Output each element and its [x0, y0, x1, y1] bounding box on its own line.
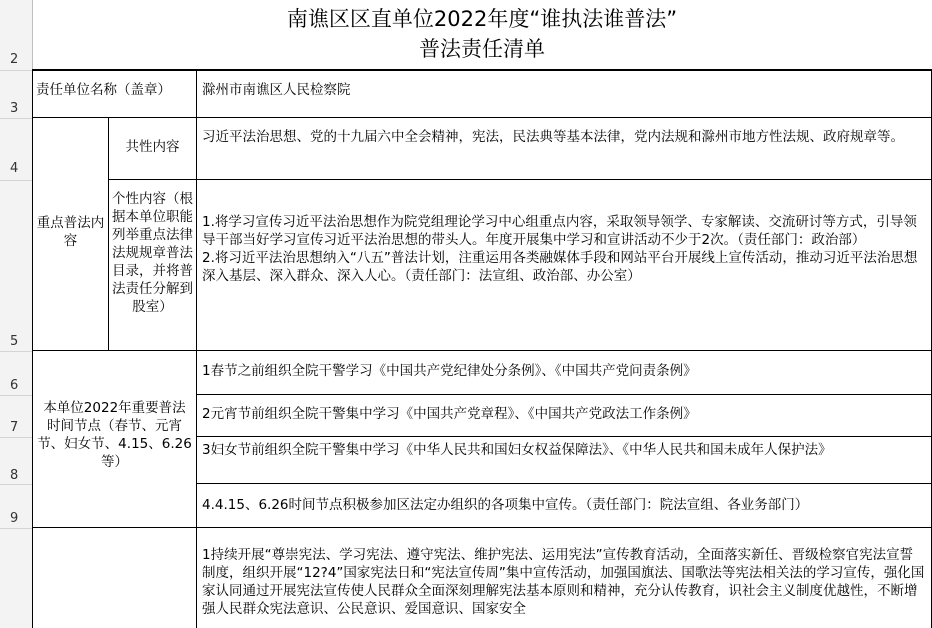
row-separator: [0, 395, 32, 396]
personal-text-cell[interactable]: [197, 180, 932, 351]
timeline-item: 4.4.15、6.26时间节点积极参加区法定办组织的各项集中宣传。（责任部门：院法宣组、各业务部门）: [202, 497, 809, 513]
unit-label-cell[interactable]: [32, 70, 197, 118]
row-number[interactable]: 9: [10, 511, 19, 526]
unit-label: 责任单位名称（盖章）: [36, 82, 171, 98]
row-separator: [0, 118, 32, 119]
personal-label-cell[interactable]: [109, 180, 197, 351]
row-number[interactable]: 7: [10, 420, 19, 435]
timeline-item-cell[interactable]: [197, 395, 932, 437]
bottom-text: 1持续开展“尊崇宪法、学习宪法、遵守宪法、维护宪法、运用宪法”宣传教育活动，全面落实新任、晋级检察官宪法宣誓制度，组织开展“12?4”国家宪法日和“宪法宣传周”集中宣传活动，加强国旗法、国歌法等宪法相关法的学习宣传，强化国家认同通过开展宪法宣传使人民群众全面深刻理解宪法基本原则和精神，充分认传教育，识社会主义制度优越性，不断增强人民群众宪法意识、公民意识、爱国意识、国家安全: [202, 547, 925, 617]
common-text: 习近平法治思想、党的十九届六中全会精神，宪法，民法典等基本法律，党内法规和滁州市地方性法规、政府规章等。: [202, 129, 904, 145]
row-number[interactable]: 4: [10, 161, 19, 176]
timeline-item: 1春节之前组织全院干警学习《中国共产党纪律处分条例》、《中国共产党问责条例》: [202, 363, 697, 379]
bottom-label-cell[interactable]: [32, 528, 197, 628]
row-separator: [0, 528, 32, 529]
timeline-item-cell[interactable]: [197, 484, 932, 528]
row-number[interactable]: 6: [10, 378, 19, 393]
row-separator: [0, 180, 32, 181]
row-separator: [0, 351, 32, 352]
personal-item: 2.将习近平法治思想纳入“八五”普法计划，注重运用各类融媒体手段和网站平台开展线上宣传活动，推动习近平法治思想深入基层、深入群众、深入人心。（责任部门：法宣组、政治部、办公室）: [202, 250, 918, 284]
personal-item: 1.将学习宣传习近平法治思想作为院党组理论学习中心组重点内容，采取领导领学、专家解读、交流研讨等方式，引导领导干部当好学习宣传习近平法治思想的带头人。年度开展集中学习和宣讲活动不少于2次。（责任部门：政治部）: [202, 214, 917, 248]
sheet-title[interactable]: [32, 0, 932, 70]
timeline-label: 本单位2022年重要普法时间节点（春节、元宵节、妇女节、4.15、6.26等）: [37, 400, 192, 470]
row-number[interactable]: 2: [10, 52, 19, 67]
key-content-label-cell[interactable]: [32, 118, 109, 351]
row-separator: [0, 70, 32, 71]
key-content-label: 重点普法内容: [36, 215, 105, 249]
timeline-item: 3妇女节前组织全院干警集中学习《中华人民共和国妇女权益保障法》、《中华人民共和国未成年人保护法》: [202, 442, 832, 458]
timeline-item: 2元宵节前组织全院干警集中学习《中国共产党章程》、《中国共产党政法工作条例》: [202, 406, 697, 422]
row-header-column: [0, 0, 33, 628]
row-separator: [0, 484, 32, 485]
timeline-item-cell[interactable]: [197, 351, 932, 395]
common-label-cell[interactable]: [109, 118, 197, 180]
timeline-label-cell[interactable]: [32, 351, 197, 528]
row-number[interactable]: 3: [10, 101, 19, 116]
bottom-text-cell[interactable]: [197, 528, 932, 628]
unit-value-cell[interactable]: [197, 70, 932, 118]
title-line-2: 普法责任清单: [419, 37, 545, 61]
row-separator: [0, 437, 32, 438]
common-text-cell[interactable]: [197, 118, 932, 180]
row-number[interactable]: 8: [10, 468, 19, 483]
unit-value: 滁州市南谯区人民检察院: [202, 82, 351, 98]
personal-label: 个性内容（根据本单位职能列举重点法律法规规章普法目录，并将普法责任分解到股室）: [112, 191, 193, 315]
row-number[interactable]: 5: [10, 334, 19, 349]
title-line-1: 南谯区区直单位2022年度“谁执法谁普法”: [286, 7, 678, 31]
timeline-item-cell[interactable]: [197, 437, 932, 484]
common-label: 共性内容: [125, 139, 180, 155]
